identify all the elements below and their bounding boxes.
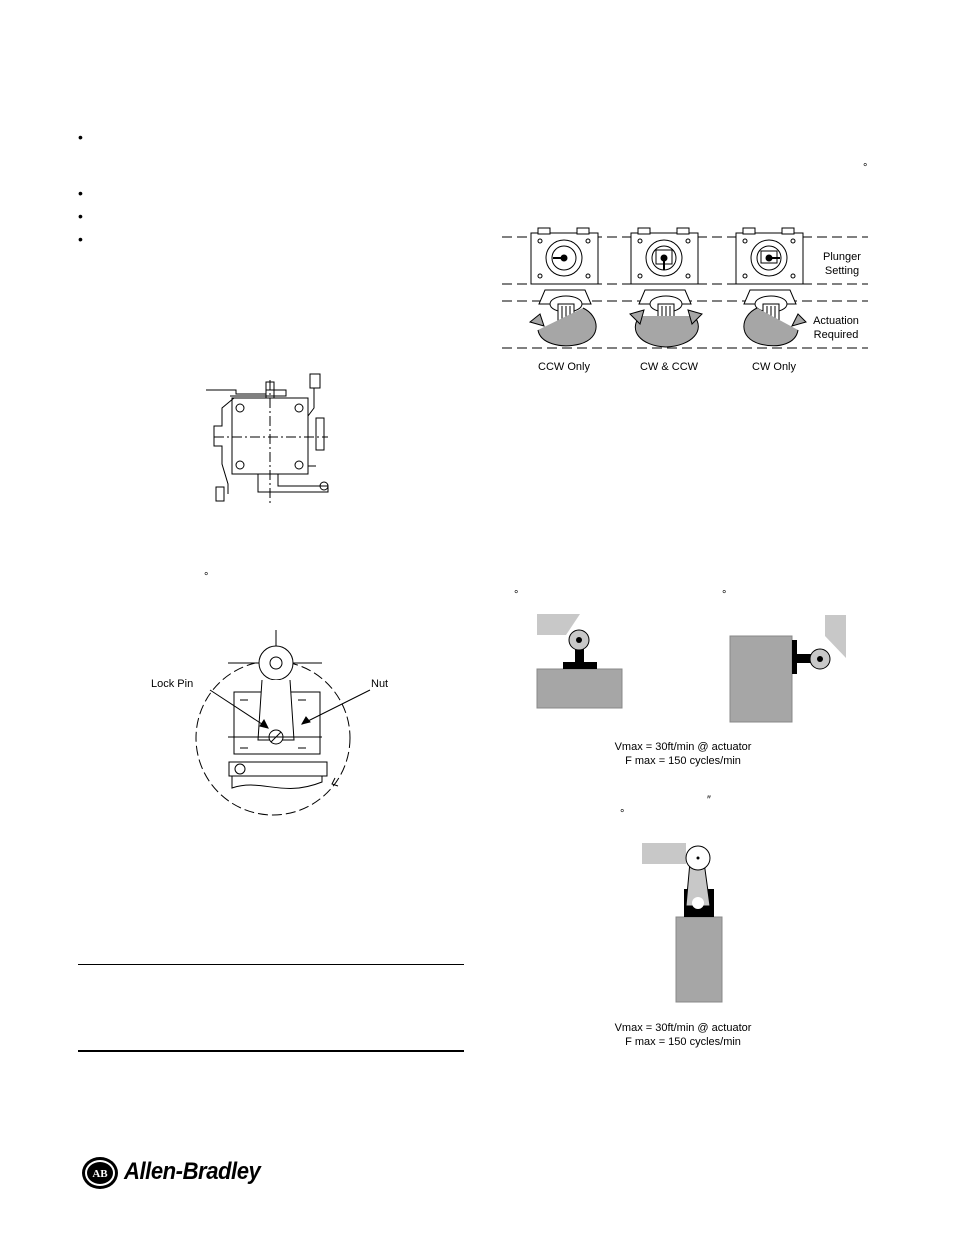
bullet-1: • (78, 129, 83, 145)
caption-ccw-only: CCW Only (538, 361, 590, 373)
caption-cw-only: CW Only (752, 361, 796, 373)
bullet-2: • (78, 185, 83, 201)
degree-mark-4: ° (722, 589, 727, 601)
degree-mark-1: ° (863, 162, 868, 174)
roller-spec-1-line2: F max = 150 cycles/min (625, 755, 741, 767)
prime-mark: ″ (707, 794, 711, 806)
lock-pin-label: Lock Pin (151, 678, 194, 690)
actuator-cw (744, 290, 806, 346)
allen-bradley-logo-icon (80, 1155, 120, 1191)
actuation-row-label-line1: Actuation (813, 315, 859, 327)
roller-spec-2-line2: F max = 150 cycles/min (625, 1036, 741, 1048)
divider-bottom (78, 1050, 464, 1052)
actuator-cw-ccw (630, 290, 702, 347)
logo-mark-text: AB (92, 1168, 108, 1180)
caption-cw-ccw: CW & CCW (639, 361, 699, 373)
bullet-3: • (78, 208, 83, 224)
brand-name: Allen-Bradley (124, 1158, 261, 1185)
switch-head-ccw (531, 228, 598, 284)
actuation-row-label-line2: Required (813, 329, 859, 341)
bullet-4: • (78, 231, 83, 247)
plunger-row-label-line1: Plunger (823, 251, 861, 263)
roller-spec-1-line1: Vmax = 30ft/min @ actuator (614, 741, 752, 753)
actuator-ccw (530, 290, 596, 346)
degree-mark-2: ° (204, 571, 209, 583)
roller-spec-2-line1: Vmax = 30ft/min @ actuator (614, 1022, 752, 1034)
plunger-row-label-line2: Setting (824, 265, 860, 277)
nut-label: Nut (371, 678, 389, 690)
divider-top (78, 964, 464, 965)
degree-mark-3: ° (514, 589, 519, 601)
switch-head-cw (736, 228, 803, 284)
degree-mark-5: ° (620, 808, 625, 820)
switch-head-cw-ccw (631, 228, 698, 284)
